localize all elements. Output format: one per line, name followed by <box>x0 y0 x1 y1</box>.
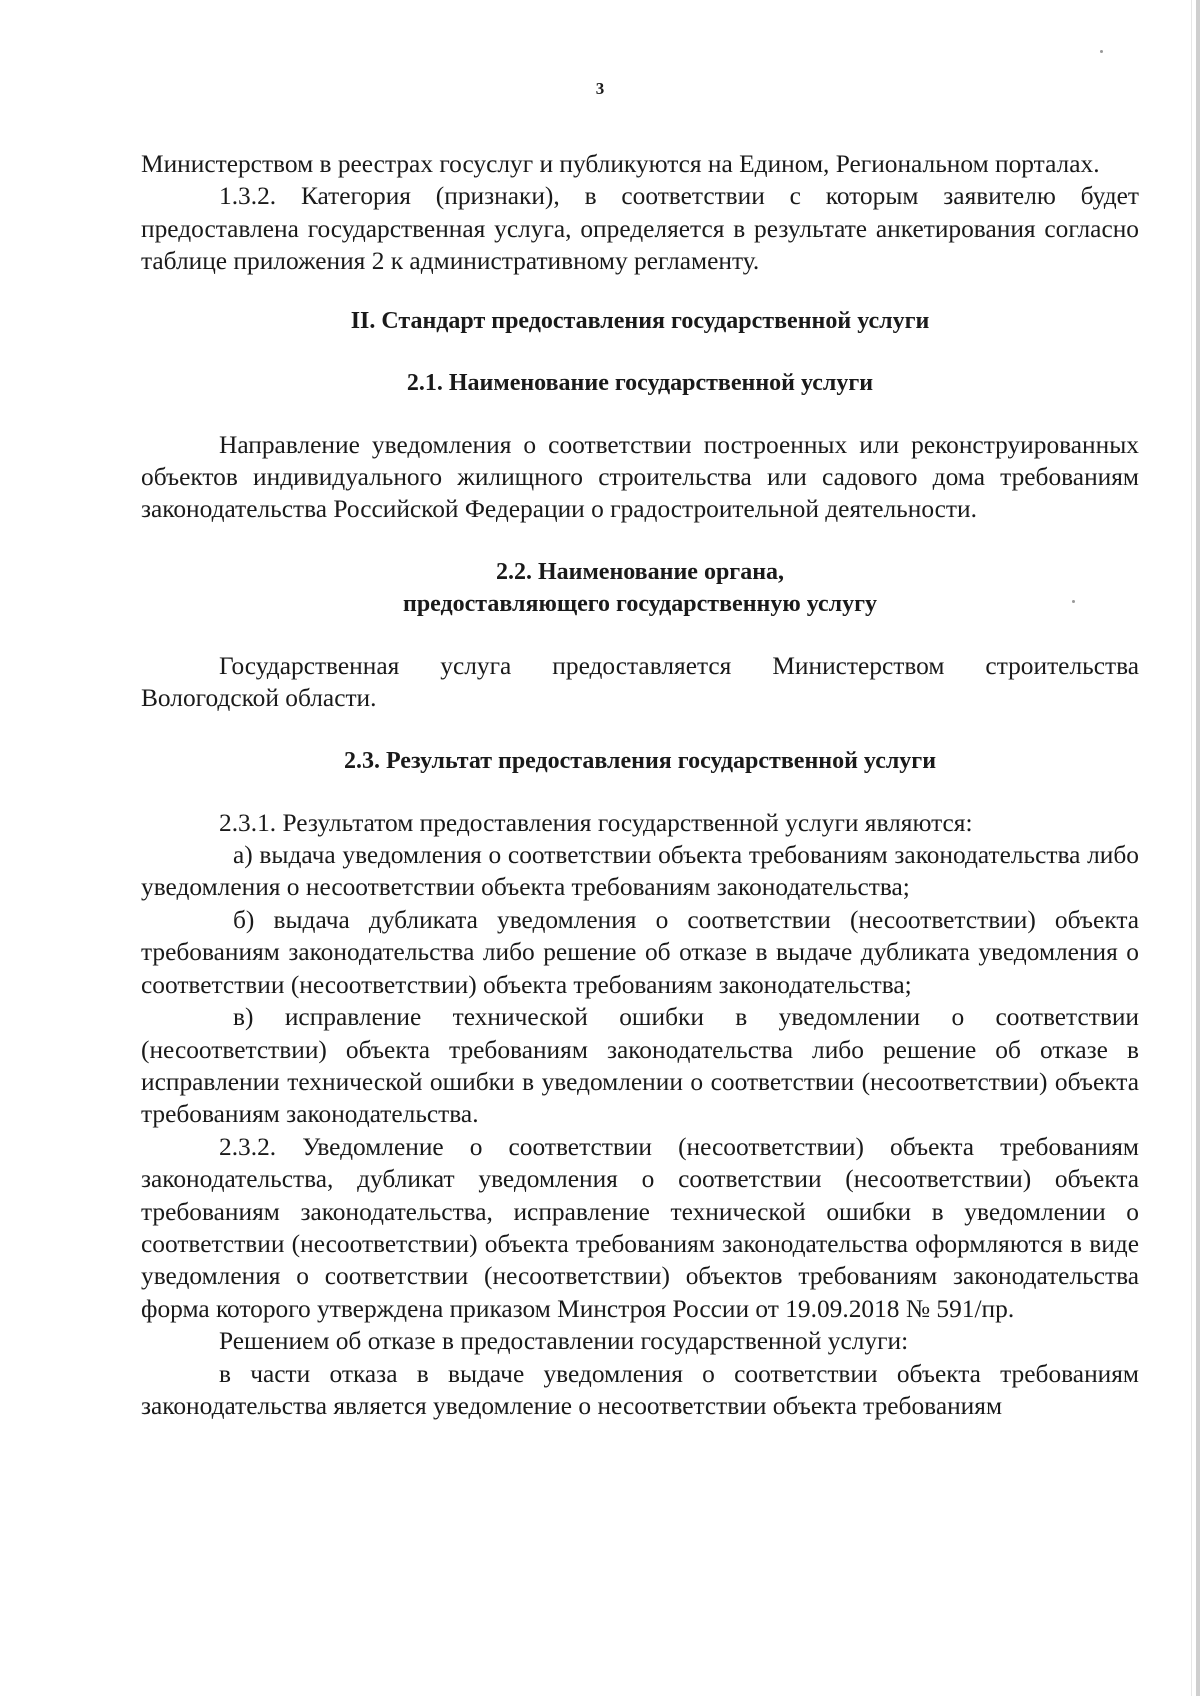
subsection-heading-2-2-line1: 2.2. Наименование органа, <box>495 558 785 585</box>
scan-speck <box>1100 50 1103 53</box>
paragraph: 1.3.2. Категория (признаки), в соответствии с которым заявителю будет предоставлена государственная услуга, определяется в результате анкетирования согласно таблице приложения 2 к административному регламенту. <box>141 182 1139 276</box>
subsection-heading-2-3: 2.3. Результат предоставления государственной услуги <box>343 747 937 774</box>
paragraph: Государственная услуга предоставляется Министерством строительства Вологодской области. <box>141 651 1139 713</box>
document-body <box>141 148 1139 1422</box>
subsection-heading-2-1: 2.1. Наименование государственной услуги <box>406 369 874 396</box>
page-number: 3 <box>595 79 605 98</box>
page-edge-line <box>1191 0 1192 1696</box>
paragraph: 2.3.2. Уведомление о соответствии (несоответствии) объекта требованиям законодательства, дубликат уведомления о соответствии (несоответствии) объекта требованиям законодательства, исправление технической ошибки в уведомлении о соответствии (несоответствии) объекта требованиям законодательства оформляются в виде уведомления о соответствии (несоответствии) объектов требованиям законодательства форма которого утверждена приказом Минстроя России от 19.09.2018 № 591/пр. <box>141 1132 1139 1323</box>
paragraph: Министерством в реестрах госуслуг и публикуются на Едином, Региональном порталах. <box>141 150 1100 178</box>
list-item-a: а) выдача уведомления о соответствии объекта требованиям законодательства либо уведомления о несоответствии объекта требованиям законодательства; <box>141 841 1139 902</box>
paragraph: Направление уведомления о соответствии построенных или реконструированных объектов индивидуального жилищного строительства или садового дома требованиям законодательства Российской Федерации о градостроительной деятельности. <box>141 430 1139 524</box>
section-heading: II. Стандарт предоставления государственной услуги <box>350 307 930 334</box>
subsection-heading-2-2-line2: предоставляющего государственную услугу <box>403 590 877 617</box>
paragraph: Решением об отказе в предоставлении государственной услуги: <box>219 1327 909 1356</box>
list-item-c: в) исправление технической ошибки в уведомлении о соответствии (несоответствии) объекта требованиям законодательства либо решение об отказе в исправлении технической ошибки в уведомлении о соответствии (несоответствии) объекта требованиям законодательства. <box>141 1003 1139 1129</box>
page-edge-shadow <box>1196 0 1200 1696</box>
list-item-b: б) выдача дубликата уведомления о соответствии (несоответствии) объекта требованиям законодательства либо решение об отказе в выдаче дубликата уведомления о соответствии (несоответствии) объекта требованиям законодательства; <box>141 905 1139 999</box>
paragraph: 2.3.1. Результатом предоставления государственной услуги являются: <box>219 808 973 837</box>
paragraph: в части отказа в выдаче уведомления о соответствии объекта требованиям законодательства является уведомление о несоответствии объекта требованиям <box>141 1359 1139 1420</box>
